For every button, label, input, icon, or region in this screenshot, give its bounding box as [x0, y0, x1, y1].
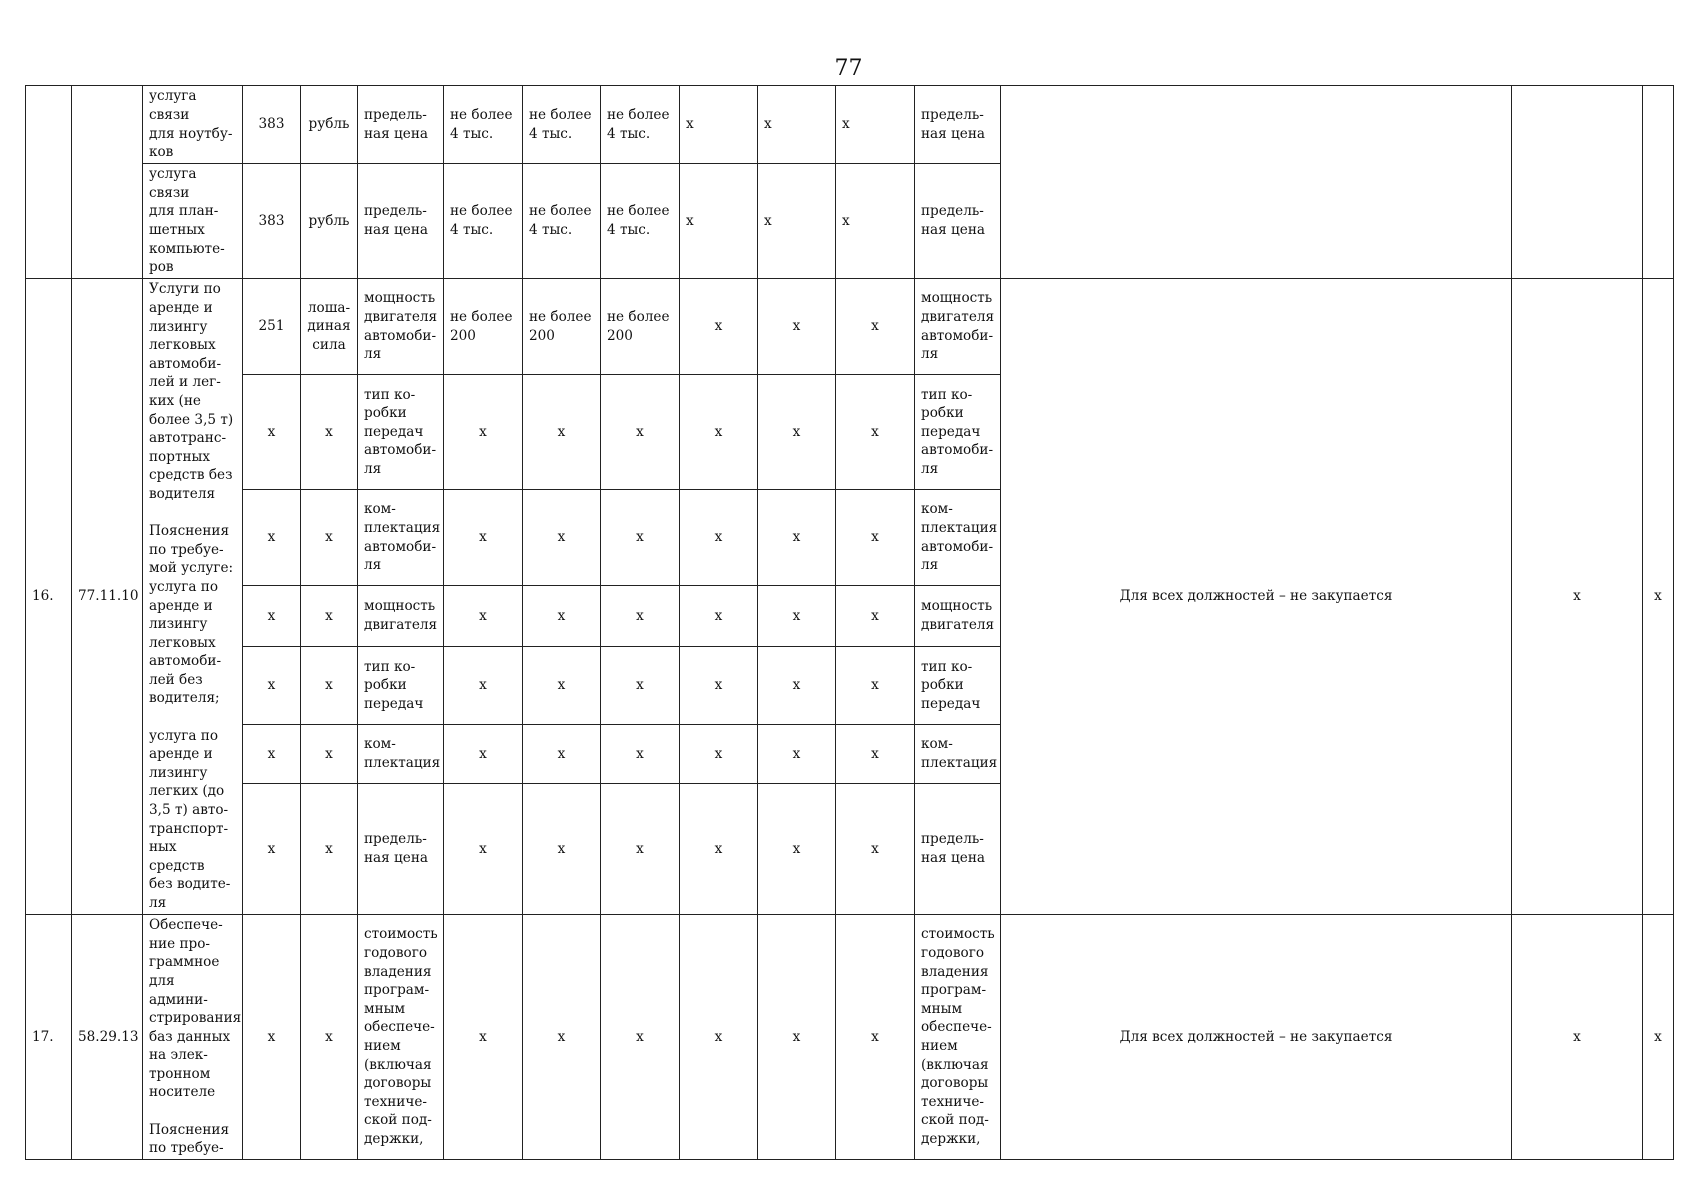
unit-cell: рубль [301, 164, 358, 279]
value-cell: x [601, 586, 680, 647]
value-cell: не более 200 [601, 279, 680, 375]
okpd-code-cell: 58.29.13 [72, 915, 143, 1160]
item-name-cell: Обеспече- ние про- граммное для админи- стрирования баз данных на элек- тронном носителе Пояснения по требуе- [143, 915, 243, 1160]
characteristic-cell: предель- ная цена [915, 86, 1001, 164]
okei-code-cell: 383 [243, 164, 301, 279]
value-cell: x [758, 725, 836, 784]
value-cell: x [836, 784, 915, 915]
value-cell: x [680, 915, 758, 1160]
page-number: 77 [834, 56, 863, 81]
okei-code-cell: x [243, 915, 301, 1160]
characteristic-cell: предель- ная цена [358, 164, 444, 279]
value-cell: x [680, 586, 758, 647]
value-cell: x [1643, 915, 1674, 1160]
unit-cell: x [301, 647, 358, 725]
value-cell: не более 4 тыс. [601, 86, 680, 164]
value-cell: x [1512, 279, 1643, 915]
characteristic-cell: предель- ная цена [915, 784, 1001, 915]
value-cell: x [523, 915, 601, 1160]
unit-cell: x [301, 586, 358, 647]
unit-cell: x [301, 375, 358, 490]
value-cell: x [523, 375, 601, 490]
okei-code-cell: x [243, 784, 301, 915]
value-cell: x [836, 586, 915, 647]
characteristic-cell: мощность двигателя [915, 586, 1001, 647]
characteristic-cell: мощность двигателя [358, 586, 444, 647]
value-cell: x [523, 586, 601, 647]
value-cell: x [680, 725, 758, 784]
value-cell: x [523, 784, 601, 915]
unit-cell: x [301, 784, 358, 915]
unit-cell: x [301, 490, 358, 586]
value-cell: x [680, 490, 758, 586]
value-cell: x [758, 784, 836, 915]
characteristic-cell: тип ко- робки передач [358, 647, 444, 725]
item-name-cell: услуга связи для ноутбу- ков [143, 86, 243, 164]
value-cell: x [836, 490, 915, 586]
value-cell: x [836, 915, 915, 1160]
okei-code-cell: 383 [243, 86, 301, 164]
value-cell: x [758, 164, 836, 279]
okpd-code-cell [72, 86, 143, 279]
value-cell: не более 200 [444, 279, 523, 375]
value-cell [1643, 86, 1674, 279]
value-cell: x [680, 164, 758, 279]
characteristic-cell: ком- плектация [358, 725, 444, 784]
value-cell: x [444, 375, 523, 490]
value-cell: не более 4 тыс. [523, 86, 601, 164]
okei-code-cell: x [243, 490, 301, 586]
characteristic-cell: тип ко- робки передач автомоби- ля [358, 375, 444, 490]
value-cell: не более 4 тыс. [444, 86, 523, 164]
table-row [26, 279, 1674, 375]
value-cell: x [680, 784, 758, 915]
okei-code-cell: 251 [243, 279, 301, 375]
value-cell: x [523, 647, 601, 725]
value-cell: x [836, 647, 915, 725]
value-cell: x [758, 915, 836, 1160]
characteristic-cell: тип ко- робки передач автомоби- ля [915, 375, 1001, 490]
item-name-cell: услуга связи для план- шетных компьюте- ров [143, 164, 243, 279]
characteristic-cell: ком- плектация [915, 725, 1001, 784]
value-cell: x [680, 86, 758, 164]
characteristic-cell: стоимость годового владения програм- мным обеспече- нием (включая договоры техниче- ской под- держки, [915, 915, 1001, 1160]
value-cell: x [444, 490, 523, 586]
value-cell: x [1512, 915, 1643, 1160]
value-cell: x [758, 86, 836, 164]
value-cell: x [444, 586, 523, 647]
value-cell: x [523, 490, 601, 586]
characteristic-cell: мощность двигателя автомоби- ля [358, 279, 444, 375]
value-cell: x [680, 279, 758, 375]
note-cell: Для всех должностей – не закупается [1001, 279, 1512, 915]
value-cell: x [836, 725, 915, 784]
value-cell: x [680, 375, 758, 490]
value-cell: x [523, 725, 601, 784]
okei-code-cell: x [243, 725, 301, 784]
value-cell: x [601, 490, 680, 586]
unit-cell: x [301, 725, 358, 784]
value-cell: x [601, 647, 680, 725]
value-cell: x [836, 375, 915, 490]
requirements-table [25, 85, 1674, 1160]
value-cell: x [601, 784, 680, 915]
note-cell: Для всех должностей – не закупается [1001, 915, 1512, 1160]
value-cell: x [758, 279, 836, 375]
value-cell: x [836, 279, 915, 375]
value-cell: x [758, 586, 836, 647]
value-cell: x [836, 86, 915, 164]
row-number-cell: 16. [26, 279, 72, 915]
value-cell: x [758, 490, 836, 586]
value-cell: не более 4 тыс. [444, 164, 523, 279]
unit-cell: рубль [301, 86, 358, 164]
characteristic-cell: ком- плектация автомоби- ля [358, 490, 444, 586]
item-name-cell: Услуги по аренде и лизингу легковых автомоби- лей и лег- ких (не более 3,5 т) автотранс- портных средств без водителя Пояснения по требуе- мой услуге: услуга по аренде и лизингу легковых автомоби- лей без водителя; услуга по аренде и лизингу легких (до 3,5 т) авто- транспорт- ных средств без водите- ля [143, 279, 243, 915]
characteristic-cell: стоимость годового владения програм- мным обеспече- нием (включая договоры техниче- ской под- держки, [358, 915, 444, 1160]
note-cell [1001, 86, 1512, 279]
value-cell: не более 200 [523, 279, 601, 375]
characteristic-cell: предель- ная цена [358, 784, 444, 915]
row-number-cell: 17. [26, 915, 72, 1160]
value-cell: x [1643, 279, 1674, 915]
value-cell: x [444, 784, 523, 915]
characteristic-cell: тип ко- робки передач [915, 647, 1001, 725]
table-row [26, 915, 1674, 1160]
value-cell: x [836, 164, 915, 279]
row-number-cell [26, 86, 72, 279]
table-row [26, 86, 1674, 164]
okpd-code-cell: 77.11.10 [72, 279, 143, 915]
value-cell: x [444, 915, 523, 1160]
unit-cell: лоша- диная сила [301, 279, 358, 375]
characteristic-cell: мощность двигателя автомоби- ля [915, 279, 1001, 375]
value-cell: x [444, 725, 523, 784]
value-cell: x [601, 375, 680, 490]
value-cell: x [444, 647, 523, 725]
value-cell: x [680, 647, 758, 725]
value-cell: не более 4 тыс. [601, 164, 680, 279]
value-cell [1512, 86, 1643, 279]
unit-cell: x [301, 915, 358, 1160]
value-cell: не более 4 тыс. [523, 164, 601, 279]
value-cell: x [601, 725, 680, 784]
okei-code-cell: x [243, 375, 301, 490]
characteristic-cell: предель- ная цена [358, 86, 444, 164]
okei-code-cell: x [243, 647, 301, 725]
value-cell: x [601, 915, 680, 1160]
characteristic-cell: предель- ная цена [915, 164, 1001, 279]
value-cell: x [758, 647, 836, 725]
characteristic-cell: ком- плектация автомоби- ля [915, 490, 1001, 586]
okei-code-cell: x [243, 586, 301, 647]
value-cell: x [758, 375, 836, 490]
